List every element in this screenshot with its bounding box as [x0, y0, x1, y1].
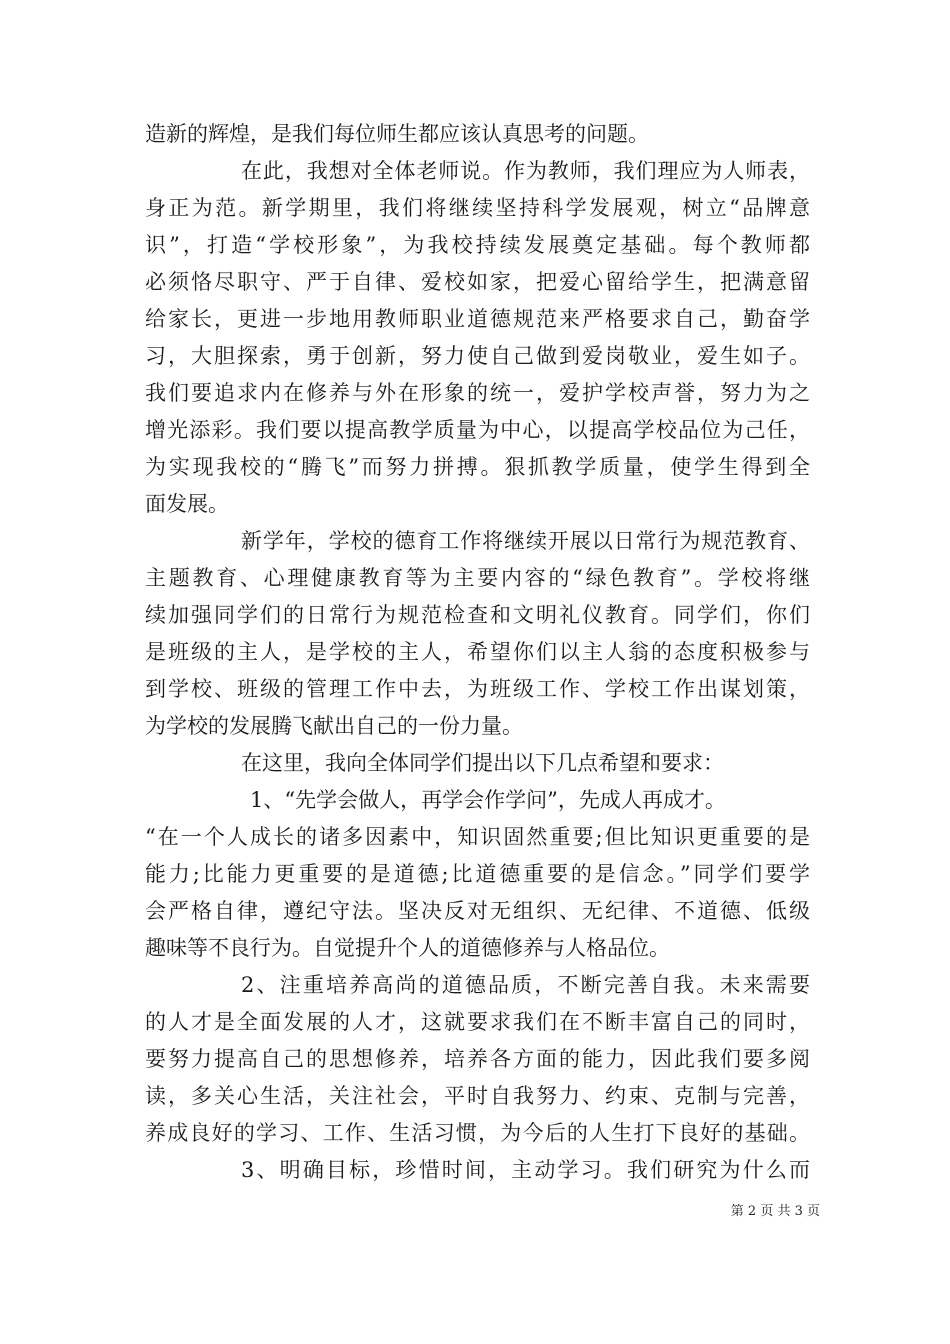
text-line: 身正为范。新学期里，我们将继续坚持科学发展观，树立“品牌意 — [145, 196, 810, 220]
text-line: “在一个人成长的诸多因素中，知识固然重要;但比知识更重要的是 — [145, 825, 810, 849]
text-line: 面发展。 — [145, 492, 229, 516]
text-line: 为实现我校的“腾飞”而努力拼搏。狠抓教学质量，使学生得到全 — [145, 455, 810, 479]
text-line: 趣味等不良行为。自觉提升个人的道德修养与人格品位。 — [145, 936, 670, 960]
text-line: 造新的辉煌，是我们每位师生都应该认真思考的问题。 — [145, 122, 649, 146]
text-line: 主题教育、心理健康教育等为主要内容的“绿色教育”。学校将继 — [145, 566, 810, 590]
text-line: 习，大胆探索，勇于创新，努力使自己做到爱岗敬业，爱生如子。 — [145, 344, 810, 368]
text-line: 读，多关心生活，关注社会，平时自我努力、约束、克制与完善， — [145, 1084, 810, 1108]
text-line: 2、注重培养高尚的道德品质，不断完善自我。未来需要 — [241, 973, 810, 997]
text-line: 会严格自律，遵纪守法。坚决反对无组织、无纪律、不道德、低级 — [145, 899, 810, 923]
text-line: 为学校的发展腾飞献出自己的一份力量。 — [145, 714, 523, 738]
text-line: 我们要追求内在修养与外在形象的统一，爱护学校声誉，努力为之 — [145, 381, 810, 405]
text-line: 增光添彩。我们要以提高教学质量为中心，以提高学校品位为己任， — [145, 418, 810, 442]
text-line: 要努力提高自己的思想修养，培养各方面的能力，因此我们要多阅 — [145, 1047, 810, 1071]
page-footer: 第 2 页 共 3 页 — [730, 1204, 820, 1219]
text-line: 续加强同学们的日常行为规范检查和文明礼仪教育。同学们，你们 — [145, 603, 810, 627]
text-line: 是班级的主人，是学校的主人，希望你们以主人翁的态度积极参与 — [145, 640, 810, 664]
text-line: 的人才是全面发展的人才，这就要求我们在不断丰富自己的同时， — [145, 1010, 810, 1034]
text-line: 到学校、班级的管理工作中去，为班级工作、学校工作出谋划策， — [145, 677, 810, 701]
text-line: 识”，打造“学校形象”，为我校持续发展奠定基础。每个教师都 — [145, 233, 810, 257]
text-line: 能力;比能力更重要的是道德;比道德重要的是信念。”同学们要学 — [145, 862, 810, 886]
text-line: 3、明确目标，珍惜时间，主动学习。我们研究为什么而 — [241, 1158, 810, 1182]
document-body — [145, 116, 810, 1189]
text-line: 给家长，更进一步地用教师职业道德规范来严格要求自己，勤奋学 — [145, 307, 810, 331]
text-line: 1、“先学会做人，再学会作学问”，先成人再成才。 — [250, 788, 726, 812]
text-line: 在这里，我向全体同学们提出以下几点希望和要求： — [241, 751, 724, 775]
text-line: 必须恪尽职守、严于自律、爱校如家，把爱心留给学生，把满意留 — [145, 270, 810, 294]
text-line: 新学年，学校的德育工作将继续开展以日常行为规范教育、 — [241, 529, 810, 553]
text-line: 养成良好的学习、工作、生活习惯，为今后的人生打下良好的基础。 — [145, 1121, 810, 1145]
text-line: 在此，我想对全体老师说。作为教师，我们理应为人师表， — [241, 159, 810, 183]
